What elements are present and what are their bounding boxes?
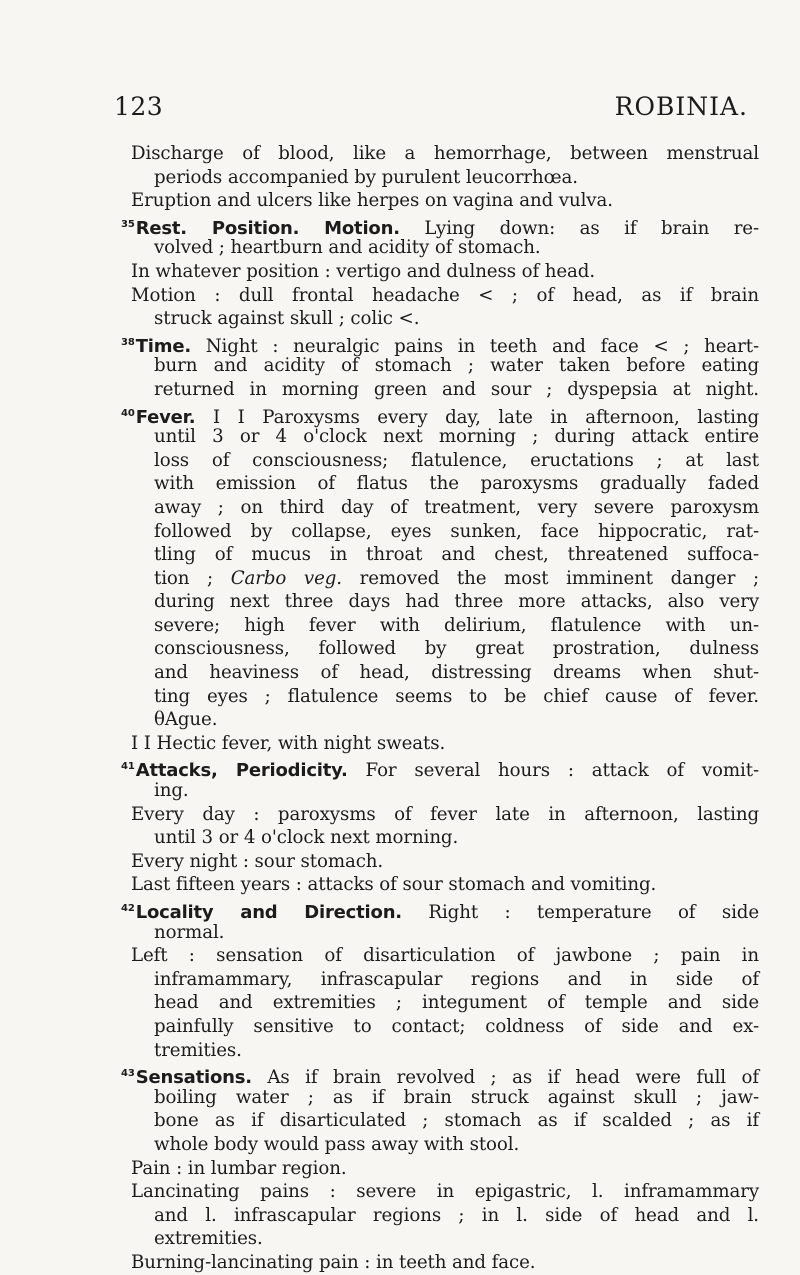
text-line <box>131 921 759 945</box>
section-heading: Attacks, Periodicity. <box>135 760 348 782</box>
line-text: during next three days had three more attacks, also very <box>154 591 759 613</box>
section-number: 35 <box>121 218 135 230</box>
text-line <box>131 873 759 897</box>
line-text: In whatever position : vertigo and dulness of head. <box>131 260 596 282</box>
text-line <box>131 496 759 520</box>
section-heading: Time. <box>135 335 191 357</box>
line-text: Burning-lancinating pain : in teeth and face. <box>131 1251 536 1273</box>
line-text: Every day : paroxysms of fever late in afternoon, lasting <box>131 803 759 825</box>
text-line <box>121 213 759 239</box>
text-line <box>131 685 759 709</box>
line-text: I I Paroxysms every day, late in afternoon, lasting <box>195 406 759 428</box>
line-text: followed by collapse, eyes sunken, face hippocratic, rat- <box>154 520 759 542</box>
line-text: Right : temperature of side <box>401 902 759 923</box>
text-line <box>131 732 759 756</box>
text-line <box>121 331 759 357</box>
text-line <box>131 189 759 213</box>
section-heading: Rest. Position. Motion. <box>135 217 400 239</box>
line-text: Pain : in lumbar region. <box>131 1157 347 1179</box>
line-text: until 3 or 4 o'clock next morning ; during attack entire <box>154 426 759 448</box>
text-line <box>131 543 759 567</box>
text-line <box>131 472 759 496</box>
text-line <box>131 1227 759 1251</box>
text-line <box>131 708 759 732</box>
text-line <box>131 236 759 260</box>
line-text: ting eyes ; flatulence seems to be chief cause of fever. <box>154 685 759 707</box>
text-line <box>131 166 759 190</box>
line-text: with emission of flatus the paroxysms gradually faded <box>154 473 759 495</box>
section-number: 38 <box>121 336 135 348</box>
page-number: 123 <box>114 92 164 121</box>
text-line <box>131 425 759 449</box>
line-text: Eruption and ulcers like herpes on vagina and vulva. <box>131 190 613 212</box>
section-number: 41 <box>121 761 135 773</box>
line-text: Night : neuralgic pains in teeth and face < ; heart- <box>190 335 759 357</box>
line-text: periods accompanied by purulent leucorrhœa. <box>154 166 578 188</box>
line-text: whole body would pass away with stool. <box>154 1133 520 1155</box>
body-text <box>121 142 759 1275</box>
line-text: until 3 or 4 o'clock next morning. <box>154 827 459 849</box>
line-text: Lying down: as if brain re- <box>399 217 759 239</box>
line-text: Discharge of blood, like a hemorrhage, between menstrual <box>131 143 759 164</box>
text-line <box>131 803 759 827</box>
text-line <box>131 307 759 331</box>
text-line <box>131 1015 759 1039</box>
line-text: struck against skull ; colic <. <box>154 308 420 330</box>
line-text: severe; high fever with delirium, flatulence with un- <box>154 614 759 636</box>
section-number: 40 <box>121 407 135 419</box>
line-text: θAgue. <box>154 709 218 731</box>
text-line <box>131 1109 759 1133</box>
section-heading: Locality and Direction. <box>135 902 402 923</box>
text-line <box>131 1204 759 1228</box>
line-text: extremities. <box>154 1228 263 1250</box>
text-line <box>131 779 759 803</box>
section-heading: Fever. <box>135 406 196 428</box>
section-number: 43 <box>121 1068 135 1080</box>
section-heading: Sensations. <box>135 1067 252 1089</box>
text-line <box>131 850 759 874</box>
line-text: Lancinating pains : severe in epigastric, l. inframammary <box>131 1181 759 1203</box>
text-line <box>131 614 759 638</box>
line-text: consciousness, followed by great prostration, dulness <box>154 638 759 660</box>
section-number: 42 <box>121 903 135 914</box>
line-text: tling of mucus in throat and chest, threatened suffoca- <box>154 544 759 566</box>
text-line <box>131 1039 759 1063</box>
line-text: Every night : sour stomach. <box>131 850 384 872</box>
line-text: head and extremities ; integument of temple and side <box>154 992 759 1014</box>
line-text: Motion : dull frontal headache < ; of head, as if brain <box>131 284 759 306</box>
text-line <box>121 755 759 782</box>
text-line <box>131 637 759 661</box>
running-head: ROBINIA. <box>614 92 748 121</box>
text-line <box>131 1157 759 1181</box>
line-text: away ; on third day of treatment, very severe paroxysm <box>154 496 759 518</box>
text-line <box>131 354 759 378</box>
page-header <box>114 92 748 132</box>
text-line <box>131 661 759 685</box>
line-text: loss of consciousness; flatulence, eructations ; at last <box>154 449 759 471</box>
line-text: ing. <box>154 780 189 802</box>
line-text: I I Hectic fever, with night sweats. <box>131 732 446 754</box>
text-line <box>131 1133 759 1157</box>
line-text: bone as if disarticulated ; stomach as if scalded ; as if <box>154 1110 759 1132</box>
text-line <box>131 142 759 166</box>
line-text: normal. <box>154 921 225 943</box>
line-text: burn and acidity of stomach ; water taken before eating <box>154 355 759 377</box>
text-line <box>131 991 759 1015</box>
text-line <box>131 1180 759 1204</box>
text-line <box>121 897 759 923</box>
line-text: volved ; heartburn and acidity of stomach. <box>154 237 541 259</box>
line-text: and l. infrascapular regions ; in l. side of head and l. <box>154 1204 759 1226</box>
line-text: boiling water ; as if brain struck against skull ; jaw- <box>154 1086 759 1108</box>
text-line <box>131 284 759 308</box>
line-text: and heaviness of head, distressing dreams when shut- <box>154 662 759 684</box>
text-line <box>131 968 759 992</box>
line-text: painfully sensitive to contact; coldness of side and ex- <box>154 1015 759 1037</box>
text-line <box>131 590 759 614</box>
text-line <box>121 402 759 428</box>
text-line <box>131 944 759 968</box>
text-line <box>131 826 759 850</box>
text-line <box>131 1251 759 1275</box>
text-line <box>131 378 759 402</box>
text-line <box>131 1086 759 1110</box>
line-text: returned in morning green and sour ; dyspepsia at night. <box>154 378 759 400</box>
line-text: inframammary, infrascapular regions and in side of <box>154 968 759 990</box>
text-line <box>121 1062 759 1089</box>
line-text: tion ; Carbo veg. removed the most imminent danger ; <box>154 567 759 589</box>
line-text: For several hours : attack of vomit- <box>347 760 759 782</box>
text-line <box>131 567 759 591</box>
line-text: As if brain revolved ; as if head were full of <box>251 1067 759 1089</box>
line-text: Last fifteen years : attacks of sour stomach and vomiting. <box>131 874 657 896</box>
text-line <box>131 449 759 473</box>
text-line <box>131 520 759 544</box>
text-line <box>131 260 759 284</box>
remedy-name: Carbo veg. <box>230 567 342 589</box>
line-text: tremities. <box>154 1039 242 1061</box>
line-text: Left : sensation of disarticulation of jawbone ; pain in <box>131 945 759 967</box>
